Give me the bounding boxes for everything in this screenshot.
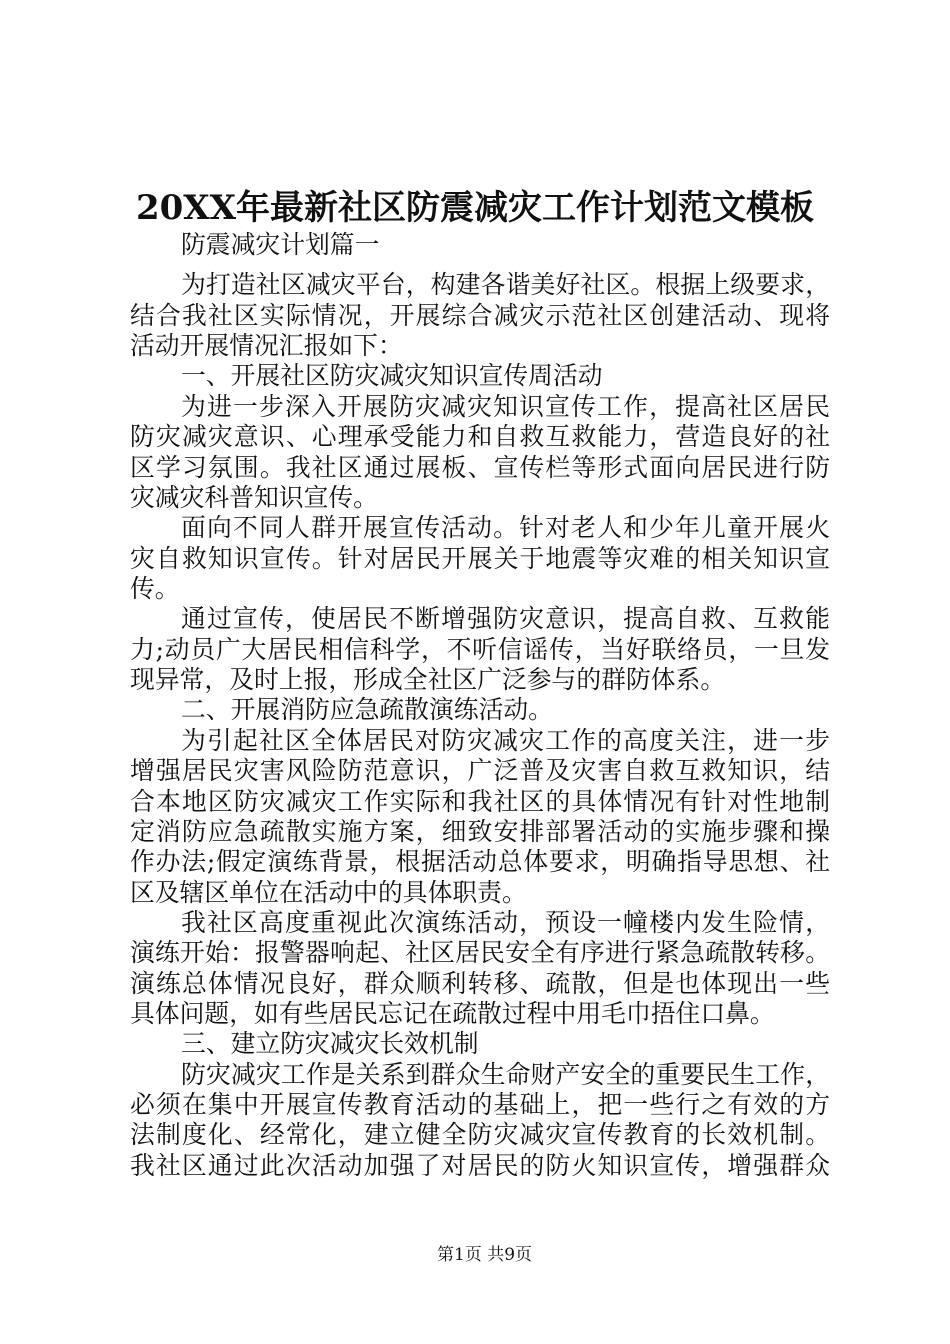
paragraph-line: 防灾减灾工作是关系到群众生命财产安全的重要民生工作， <box>181 1059 830 1089</box>
paragraph-line: 区学习氛围。我社区通过展板、宣传栏等形式面向居民进行防 <box>130 452 830 482</box>
body-paragraph <box>130 1060 830 1181</box>
paragraph-line: 一、开展社区防灾减灾知识宣传周活动 <box>181 361 603 391</box>
body-paragraph <box>130 908 830 1029</box>
paragraph-line: 力;动员广大居民相信科学，不听信谣传，当好联络员，一旦发 <box>130 634 830 664</box>
paragraph-line: 灾自救知识宣传。针对居民开展关于地震等灾难的相关知识宣 <box>130 543 830 573</box>
paragraph-line: 为进一步深入开展防灾减灾知识宣传工作，提高社区居民 <box>181 391 830 421</box>
page-number-footer: 第1页 共9页 <box>437 1245 533 1265</box>
document-title: 20XX年最新社区防震减灾工作计划范文模板 <box>135 188 815 228</box>
paragraph-line: 三、建立防灾减灾长效机制 <box>181 1029 479 1059</box>
paragraph-line: 为打造社区减灾平台，构建各谐美好社区。根据上级要求， <box>181 270 830 300</box>
paragraph-line: 我社区高度重视此次演练活动，预设一幢楼内发生险情， <box>181 907 830 937</box>
section-heading <box>130 695 830 725</box>
paragraph-line: 定消防应急疏散实施方案，细致安排部署活动的实施步骤和操 <box>130 816 830 846</box>
paragraph-line: 具体问题，如有些居民忘记在疏散过程中用毛巾捂住口鼻。 <box>130 999 775 1029</box>
body-paragraph <box>130 604 830 695</box>
paragraph-line: 活动开展情况汇报如下： <box>130 331 403 361</box>
body-paragraph <box>130 270 830 361</box>
paragraph-line: 灾减灾科普知识宣传。 <box>130 482 378 512</box>
paragraph-line: 防灾减灾意识、心理承受能力和自救互救能力，营造良好的社 <box>130 422 830 452</box>
paragraph-line: 增强居民灾害风险防范意识，广泛普及灾害自救互救知识，结 <box>130 756 830 786</box>
paragraph-line: 为引起社区全体居民对防灾减灾工作的高度关注，进一步 <box>181 725 830 755</box>
paragraph-line: 作办法;假定演练背景，根据活动总体要求，明确指导思想、社 <box>130 847 830 877</box>
paragraph-line: 防震减灾计划篇一 <box>181 230 380 259</box>
section-heading-plan-part-one <box>130 230 830 260</box>
paragraph-line: 我社区通过此次活动加强了对居民的防火知识宣传，增强群众 <box>130 1150 830 1180</box>
body-paragraph <box>130 726 830 908</box>
paragraph-line: 传。 <box>130 573 180 603</box>
paragraph-line: 结合我社区实际情况，开展综合减灾示范社区创建活动、现将 <box>130 300 830 330</box>
paragraph-line: 必须在集中开展宣传教育活动的基础上，把一些行之有效的方 <box>130 1090 830 1120</box>
paragraph-line: 现异常，及时上报，形成全社区广泛参与的群防体系。 <box>130 665 726 695</box>
paragraph-line: 面向不同人群开展宣传活动。针对老人和少年儿童开展火 <box>181 513 830 543</box>
paragraph-line: 二、开展消防应急疏散演练活动。 <box>181 695 553 725</box>
body-paragraph <box>130 513 830 604</box>
paragraph-line: 演练总体情况良好，群众顺利转移、疏散，但是也体现出一些 <box>130 968 830 998</box>
section-heading <box>130 1029 830 1059</box>
paragraph-line: 演练开始：报警器响起、社区居民安全有序进行紧急疏散转移。 <box>130 938 830 968</box>
paragraph-line: 区及辖区单位在活动中的具体职责。 <box>130 877 527 907</box>
document-body <box>130 270 830 1181</box>
body-paragraph <box>130 392 830 513</box>
section-heading <box>130 361 830 391</box>
paragraph-line: 通过宣传，使居民不断增强防灾意识，提高自救、互救能 <box>181 604 830 634</box>
paragraph-line: 合本地区防灾减灾工作实际和我社区的具体情况有针对性地制 <box>130 786 830 816</box>
paragraph-line: 法制度化、经常化，建立健全防灾减灾宣传教育的长效机制。 <box>130 1120 830 1150</box>
